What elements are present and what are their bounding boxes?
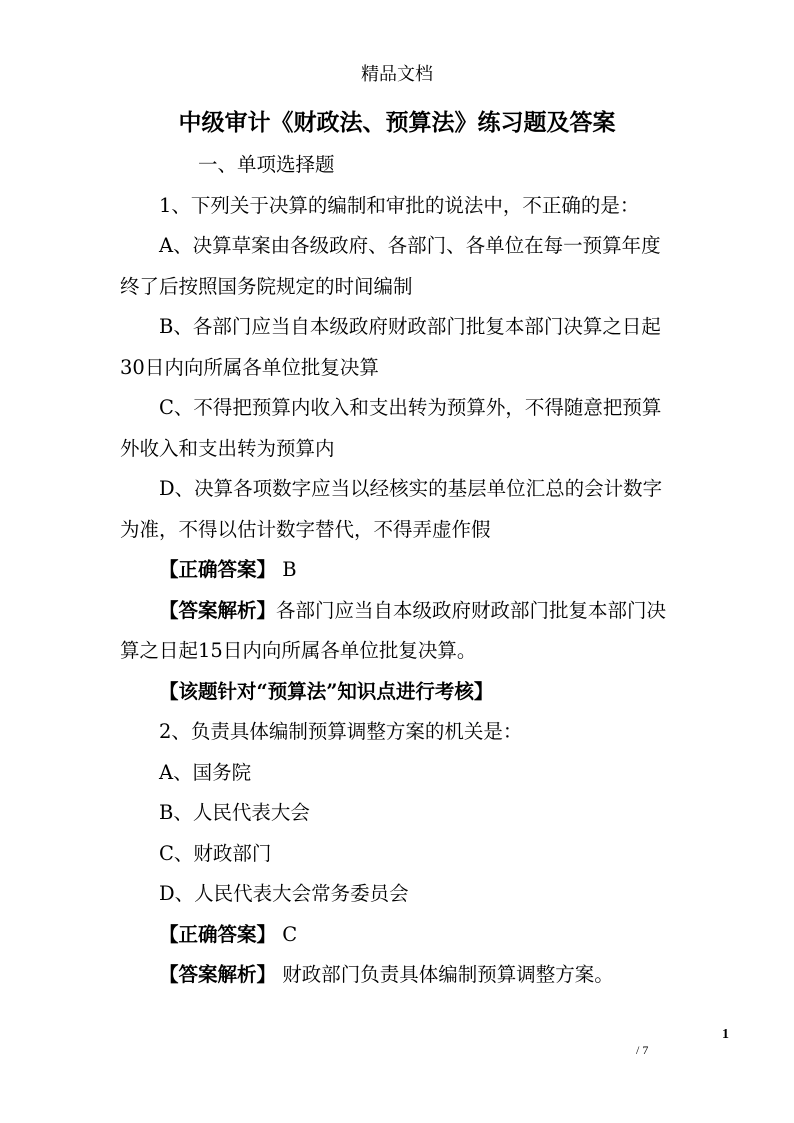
question-1-option-b: B、各部门应当自本级政府财政部门批复本部门决算之日起30日内向所属各单位批复决算 xyxy=(120,315,661,379)
answer-label: 【正确答案】 xyxy=(159,922,277,946)
question-1-option-d: D、决算各项数字应当以经核实的基层单位汇总的会计数字为准，不得以估计数字替代，不得弄虚作假 xyxy=(120,477,663,541)
question-2-analysis xyxy=(120,955,680,996)
question-1-option-a: A、决算草案由各级政府、各部门、各单位在每一预算年度终了后按照国务院规定的时间编制 xyxy=(120,234,661,298)
analysis-label: 【答案解析】 xyxy=(159,598,277,622)
answer-label: 【正确答案】 xyxy=(159,558,277,581)
question-1-analysis xyxy=(120,591,680,672)
document-title: 中级审计《财政法、预算法》练习题及答案 xyxy=(178,110,616,136)
question-1-answer xyxy=(120,550,680,591)
question-2-option-b: B、人民代表大会 xyxy=(159,801,310,824)
question-2-option-a: A、国务院 xyxy=(159,760,252,784)
question-2-answer xyxy=(120,915,680,956)
page-number: 1 xyxy=(722,1027,729,1042)
answer-value: C xyxy=(282,922,298,946)
question-2-option-d: D、人民代表大会常务委员会 xyxy=(159,882,409,905)
section-heading: 一、单项选择题 xyxy=(198,153,335,176)
page-header: 精品文档 xyxy=(361,64,433,85)
question-1-note: 【该题针对“预算法”知识点进行考核】 xyxy=(159,679,494,703)
question-1-option-c: C、不得把预算内收入和支出转为预算外，不得随意把预算外收入和支出转为预算内 xyxy=(120,396,662,460)
page-total: / 7 xyxy=(636,1043,649,1057)
answer-value: B xyxy=(282,558,297,581)
analysis-text: 财政部门负责具体编制预算调整方案。 xyxy=(282,963,614,986)
question-2-option-c: C、财政部门 xyxy=(159,841,272,865)
document-body xyxy=(120,145,680,996)
analysis-label: 【答案解析】 xyxy=(159,963,277,986)
analysis-text: 各部门应当自本级政府财政部门批复本部门决算之日起15日内向所属各单位批复决算。 xyxy=(120,598,667,662)
question-1-stem: 1、下列关于决算的编制和审批的说法中，不正确的是： xyxy=(159,193,640,217)
question-2-stem: 2、负责具体编制预算调整方案的机关是： xyxy=(159,720,523,743)
